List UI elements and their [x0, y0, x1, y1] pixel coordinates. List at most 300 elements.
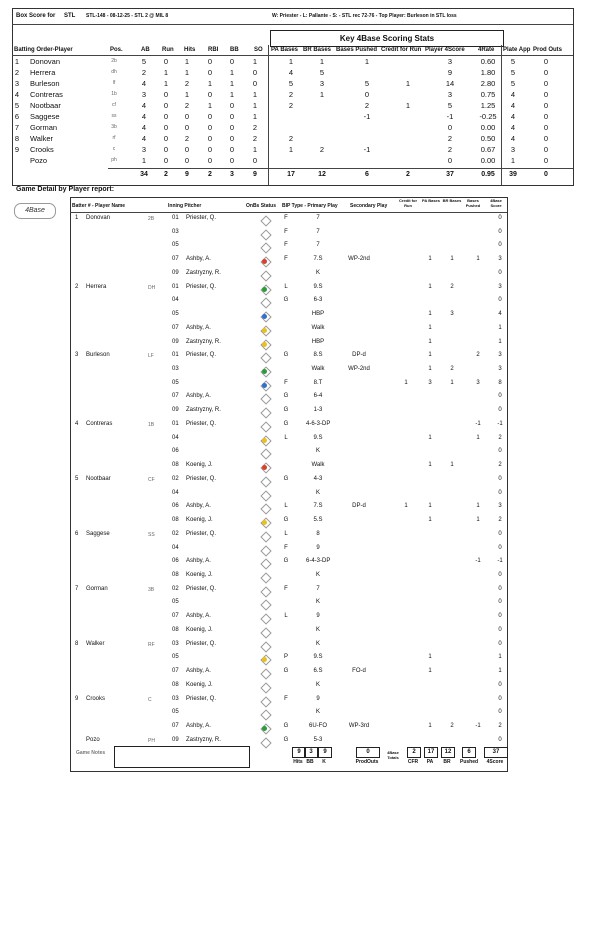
detail-cell-pa: 1	[428, 668, 432, 675]
detail-cell-pitcher: Zastryzny, R.	[186, 736, 221, 743]
footer-label-cfr: CFR	[407, 759, 419, 765]
detail-cell-play: 5.S	[313, 517, 323, 524]
batting-cell-rate: 1.25	[480, 101, 496, 110]
batting-cell-app: 4	[510, 90, 516, 99]
batting-cell-ab: 1	[141, 156, 147, 165]
detail-cell-sc: 0	[498, 489, 502, 496]
detail-cell-inn: 04	[172, 434, 179, 441]
total-so: 9	[253, 171, 257, 178]
detail-cell-play: K	[315, 571, 320, 578]
batting-cell-n: 2	[14, 68, 20, 77]
detail-cell-br: 1	[450, 379, 454, 386]
detail-cell-inn: 03	[172, 695, 179, 702]
batting-cell-n: 7	[14, 123, 20, 132]
detail-header-pa: PA Bases	[421, 198, 440, 203]
batting-cell-bb: 0	[229, 134, 235, 143]
batting-header: BB	[230, 47, 239, 53]
detail-cell-inn: 04	[172, 489, 179, 496]
batting-cell-pos: 3b	[111, 124, 117, 130]
detail-header-secondary: Secondary Play	[350, 203, 388, 209]
batting-cell-so: 0	[252, 156, 258, 165]
footer-label-br: BR	[443, 759, 451, 765]
detail-cell-pos: PH	[148, 737, 155, 744]
detail-cell-play: K	[315, 269, 320, 276]
batting-cell-po: 0	[543, 79, 549, 88]
detail-cell-sc: 3	[498, 366, 502, 373]
batting-cell-ab: 4	[141, 112, 147, 121]
batting-cell-br: 3	[319, 79, 325, 88]
onbase-marker	[262, 328, 267, 333]
batting-cell-pos: c	[112, 146, 116, 152]
batting-cell-po: 0	[543, 90, 549, 99]
detail-cell-br: 1	[450, 462, 454, 469]
batting-cell-h: 2	[184, 101, 190, 110]
footer-value-prodouts: 0	[356, 747, 380, 758]
detail-cell-pitcher: Priester, Q.	[186, 283, 217, 290]
footer-label-pushed: Pushed	[460, 759, 479, 765]
batting-header: AB	[141, 47, 150, 53]
detail-cell-pitcher: Ashby, A.	[186, 613, 211, 620]
detail-cell-bip: G	[283, 420, 289, 427]
batting-cell-app: 4	[510, 112, 516, 121]
batting-cell-bb: 1	[229, 79, 235, 88]
batting-header: Plate App	[503, 47, 531, 53]
detail-cell-play: 7	[316, 242, 320, 249]
detail-cell-pitcher: Koenig, J.	[186, 517, 213, 524]
detail-cell-sec: DP-d	[352, 503, 366, 510]
game-notes-box	[114, 746, 250, 768]
batting-cell-po: 0	[543, 101, 549, 110]
game-info: STL-148 - 08-12-25 - STL 2 @ MIL 8	[86, 13, 169, 19]
batting-cell-score: 3	[447, 90, 453, 99]
detail-cell-inn: 05	[172, 311, 179, 318]
detail-cell-name: Crooks	[86, 695, 106, 702]
detail-cell-sc: 8	[498, 379, 502, 386]
batting-cell-rate: 0.60	[480, 57, 496, 66]
batting-cell-so: 1	[252, 90, 258, 99]
detail-cell-br: 1	[450, 256, 454, 263]
detail-cell-bn: 8	[75, 640, 79, 647]
detail-cell-inn: 05	[172, 709, 179, 716]
detail-cell-sc: 0	[498, 736, 502, 743]
batting-cell-po: 0	[543, 145, 549, 154]
footer-label-totals: 4Base Totals	[387, 750, 399, 760]
detail-cell-bp: -1	[475, 420, 481, 427]
batting-cell-pa: 2	[288, 134, 294, 143]
detail-cell-pitcher: Priester, Q.	[186, 695, 217, 702]
detail-cell-play: HBP	[311, 338, 325, 345]
detail-cell-bip: F	[284, 256, 288, 263]
detail-cell-pitcher: Zastryzny, R.	[186, 269, 221, 276]
batting-cell-br: 5	[319, 68, 325, 77]
batting-cell-app: 4	[510, 101, 516, 110]
detail-cell-sc: 3	[498, 256, 502, 263]
total-pa: 17	[287, 171, 295, 178]
batting-cell-score: 0	[447, 123, 453, 132]
batting-cell-r: 1	[163, 79, 169, 88]
detail-cell-pos: SS	[148, 531, 155, 538]
detail-cell-pa: 1	[428, 352, 432, 359]
batting-header: SO	[254, 47, 263, 53]
detail-cell-inn: 02	[172, 530, 179, 537]
box-score-label: Box Score for	[16, 13, 56, 19]
batting-cell-n: 8	[14, 134, 20, 143]
detail-cell-bip: G	[283, 407, 289, 414]
detail-cell-bip: G	[283, 736, 289, 743]
detail-cell-sc: 3	[498, 352, 502, 359]
detail-cell-name: Pozo	[86, 736, 100, 743]
detail-cell-pitcher: Koenig, J.	[186, 462, 213, 469]
detail-cell-pitcher: Priester, Q.	[186, 585, 217, 592]
batting-header: PA Bases	[271, 47, 299, 53]
detail-cell-bip: G	[283, 393, 289, 400]
detail-cell-bip: G	[283, 558, 289, 565]
footer-label-hits: Hits	[293, 759, 303, 765]
batting-cell-bp: 1	[364, 57, 370, 66]
total-cfr: 2	[406, 171, 410, 178]
batting-cell-bp: 5	[364, 79, 370, 88]
batting-cell-ab: 2	[141, 68, 147, 77]
detail-cell-pa: 1	[428, 654, 432, 661]
batting-cell-pos: 1b	[111, 91, 117, 97]
detail-cell-play: K	[315, 448, 320, 455]
detail-cell-cfr: 1	[404, 503, 408, 510]
detail-cell-play: 7	[316, 228, 320, 235]
batting-header: Bases Pushed	[336, 47, 378, 53]
batting-cell-po: 0	[543, 156, 549, 165]
batting-cell-h: 1	[184, 90, 190, 99]
batting-cell-bb: 0	[229, 101, 235, 110]
detail-cell-sec: WP-3rd	[348, 723, 370, 729]
detail-cell-sc: 0	[498, 530, 502, 537]
detail-cell-play: 4-3	[313, 475, 323, 482]
batting-cell-h: 0	[184, 123, 190, 132]
detail-cell-sc: 1	[498, 324, 502, 331]
detail-cell-inn: 07	[172, 668, 179, 675]
batting-header: Credit for Run	[381, 47, 422, 53]
detail-cell-sc: 0	[498, 571, 502, 578]
detail-cell-bip: F	[284, 242, 288, 249]
onbase-marker	[262, 369, 267, 374]
onbase-marker	[262, 342, 267, 347]
detail-cell-inn: 04	[172, 544, 179, 551]
batting-cell-n: 6	[14, 112, 20, 121]
detail-cell-bip: G	[283, 723, 289, 729]
batting-cell-score: 3	[447, 57, 453, 66]
batting-cell-bb: 0	[229, 145, 235, 154]
result-info: W: Priester - L: Pallante - S: - STL rec 72-76 - Top Player: Burleson in STL loss	[272, 13, 457, 19]
total-br: 12	[318, 171, 326, 178]
total-bp: 6	[365, 171, 369, 178]
detail-cell-inn: 04	[172, 297, 179, 304]
team-name: STL	[64, 13, 76, 19]
detail-cell-bip: G	[283, 475, 289, 482]
batting-cell-rbi: 0	[207, 145, 213, 154]
detail-header-inning: Inning Pitcher	[168, 203, 202, 209]
batting-cell-pos: ss	[111, 113, 117, 119]
4base-logo: 4Base	[14, 203, 56, 219]
detail-cell-br: 3	[450, 311, 454, 318]
batting-cell-rbi: 0	[207, 134, 213, 143]
detail-cell-sc: 0	[498, 599, 502, 606]
footer-value-k: 9	[318, 747, 332, 758]
detail-cell-sc: 3	[498, 503, 502, 510]
batting-cell-ab: 4	[141, 134, 147, 143]
detail-cell-play: 1-3	[313, 407, 323, 414]
detail-cell-pitcher: Ashby, A.	[186, 558, 211, 565]
detail-cell-play: 6-4-3-DP	[306, 558, 331, 565]
detail-cell-bp: 3	[476, 379, 480, 386]
detail-cell-inn: 08	[172, 681, 179, 688]
detail-cell-br: 2	[450, 366, 454, 373]
batting-cell-bb: 0	[229, 112, 235, 121]
batting-cell-po: 0	[543, 112, 549, 121]
batting-header: Hits	[184, 47, 196, 53]
detail-cell-play: K	[315, 709, 320, 716]
batting-cell-bp: -1	[363, 112, 371, 121]
batting-header: Run	[162, 47, 174, 53]
detail-cell-pa: 1	[428, 366, 432, 373]
detail-cell-inn: 06	[172, 558, 179, 565]
batting-cell-rbi: 0	[207, 123, 213, 132]
detail-cell-bip: F	[284, 695, 288, 702]
batting-cell-ab: 5	[141, 57, 147, 66]
batting-cell-br: 1	[319, 90, 325, 99]
detail-cell-bn: 5	[75, 475, 79, 482]
total-bb: 3	[230, 171, 234, 178]
batting-cell-so: 2	[252, 134, 258, 143]
batting-cell-score: 14	[445, 79, 455, 88]
detail-header-score: 4Base Score	[490, 198, 502, 208]
detail-cell-sc: 1	[498, 654, 502, 661]
batting-cell-name: Nootbaar	[30, 101, 61, 110]
detail-cell-bip: G	[283, 668, 289, 675]
batting-cell-r: 0	[163, 145, 169, 154]
batting-cell-pos: ph	[111, 157, 117, 163]
batting-cell-h: 1	[184, 68, 190, 77]
detail-cell-sc: 0	[498, 626, 502, 633]
detail-cell-bip: G	[283, 352, 289, 359]
batting-cell-r: 0	[163, 156, 169, 165]
batting-cell-rate: 2.80	[480, 79, 496, 88]
detail-cell-inn: 09	[172, 407, 179, 414]
detail-cell-inn: 06	[172, 503, 179, 510]
detail-cell-inn: 03	[172, 366, 179, 373]
detail-cell-br: 2	[450, 723, 454, 729]
detail-cell-pa: 1	[428, 434, 432, 441]
footer-label-prodouts: ProdOuts	[355, 759, 379, 765]
detail-cell-bip: L	[284, 503, 288, 510]
detail-cell-sc: 2	[498, 517, 502, 524]
batting-cell-name: Walker	[30, 134, 54, 143]
detail-cell-bn: 9	[75, 695, 79, 702]
key-stats-title: Key 4Base Scoring Stats	[270, 30, 504, 47]
total-rate: 0.95	[481, 171, 495, 178]
detail-cell-sc: 0	[498, 393, 502, 400]
batting-cell-name: Donovan	[30, 57, 61, 66]
detail-cell-pos: LF	[148, 353, 154, 360]
batting-cell-bb: 1	[229, 68, 235, 77]
detail-cell-sc: 0	[498, 297, 502, 304]
detail-cell-bn: 2	[75, 283, 79, 290]
batting-cell-name: Burleson	[30, 79, 60, 88]
batting-cell-so: 0	[252, 68, 258, 77]
detail-cell-inn: 06	[172, 448, 179, 455]
detail-cell-play: 5-3	[313, 736, 323, 743]
detail-cell-name: Saggese	[86, 530, 110, 537]
detail-cell-inn: 01	[172, 215, 179, 221]
detail-cell-sc: 0	[498, 640, 502, 647]
detail-cell-sec: DP-d	[352, 352, 366, 359]
batting-cell-so: 1	[252, 145, 258, 154]
batting-cell-pa: 4	[288, 68, 294, 77]
detail-cell-pa: 1	[428, 462, 432, 469]
detail-cell-pitcher: Ashby, A.	[186, 256, 211, 263]
detail-cell-pos: 3B	[148, 586, 155, 593]
batting-cell-po: 0	[543, 57, 549, 66]
detail-cell-inn: 08	[172, 517, 179, 524]
detail-cell-name: Gorman	[86, 585, 108, 592]
detail-cell-pitcher: Ashby, A.	[186, 393, 211, 400]
detail-cell-inn: 07	[172, 723, 179, 729]
detail-cell-pitcher: Priester, Q.	[186, 215, 217, 221]
batting-cell-rate: 0.00	[480, 156, 496, 165]
detail-cell-sc: 3	[498, 283, 502, 290]
batting-cell-rate: 0.67	[480, 145, 496, 154]
batting-cell-pos: 2b	[111, 58, 117, 64]
detail-cell-cfr: 1	[404, 379, 408, 386]
detail-cell-inn: 07	[172, 256, 179, 263]
detail-cell-pitcher: Priester, Q.	[186, 420, 217, 427]
detail-cell-inn: 01	[172, 420, 179, 427]
total-app: 39	[509, 171, 517, 178]
batting-cell-rbi: 0	[207, 156, 213, 165]
batting-cell-name: Contreras	[30, 90, 63, 99]
batting-cell-pa: 2	[288, 90, 294, 99]
detail-title: Game Detail by Player report:	[16, 186, 115, 193]
batting-cell-app: 3	[510, 145, 516, 154]
batting-cell-n: 3	[14, 79, 20, 88]
detail-cell-sec: WP-2nd	[348, 366, 370, 373]
total-h: 9	[185, 171, 189, 178]
batting-cell-rate: 0.00	[480, 123, 496, 132]
detail-cell-inn: 09	[172, 269, 179, 276]
total-rbi: 2	[208, 171, 212, 178]
footer-value-pushed: 6	[462, 747, 476, 758]
detail-header-bip: BIP Type - Primary Play	[282, 203, 338, 209]
detail-cell-bn: 4	[75, 420, 79, 427]
detail-cell-sc: -1	[497, 558, 503, 565]
detail-cell-bip: F	[284, 544, 288, 551]
detail-cell-name: Donovan	[86, 215, 111, 221]
detail-cell-sc: 0	[498, 228, 502, 235]
batting-cell-po: 0	[543, 68, 549, 77]
batting-cell-br: 2	[319, 145, 325, 154]
detail-cell-play: Walk	[311, 366, 325, 373]
detail-cell-play: HBP	[311, 311, 325, 318]
detail-cell-pa: 1	[428, 517, 432, 524]
batting-cell-pa: 5	[288, 79, 294, 88]
batting-cell-bb: 0	[229, 57, 235, 66]
detail-cell-bp: 1	[476, 517, 480, 524]
batting-cell-h: 1	[184, 57, 190, 66]
onbase-marker	[262, 287, 267, 292]
detail-cell-sc: 0	[498, 709, 502, 716]
detail-cell-inn: 05	[172, 242, 179, 249]
detail-cell-sc: 2	[498, 462, 502, 469]
detail-cell-play: K	[315, 489, 320, 496]
detail-cell-play: 6-3	[313, 297, 323, 304]
detail-cell-pa: 3	[428, 379, 432, 386]
detail-cell-pitcher: Priester, Q.	[186, 352, 217, 359]
detail-cell-bip: F	[284, 379, 288, 386]
detail-cell-play: 9.S	[313, 434, 323, 441]
detail-cell-play: 8	[316, 530, 320, 537]
footer-label-score: 4Score	[486, 759, 504, 765]
detail-cell-pitcher: Ashby, A.	[186, 668, 211, 675]
batting-header: Batting Order-Player	[14, 47, 73, 53]
batting-cell-score: 0	[447, 156, 453, 165]
batting-cell-app: 4	[510, 123, 516, 132]
detail-cell-inn: 09	[172, 736, 179, 743]
detail-cell-name: Walker	[86, 640, 105, 647]
detail-header-br: BR Bases	[442, 198, 462, 203]
detail-cell-pa: 1	[428, 256, 432, 263]
detail-cell-inn: 07	[172, 324, 179, 331]
batting-cell-n: 9	[14, 145, 20, 154]
batting-header: Prod Outs	[533, 47, 563, 53]
detail-cell-sc: 0	[498, 544, 502, 551]
batting-cell-r: 0	[163, 57, 169, 66]
detail-cell-pitcher: Priester, Q.	[186, 475, 217, 482]
detail-cell-inn: 05	[172, 379, 179, 386]
batting-cell-rbi: 0	[207, 90, 213, 99]
detail-cell-sec: WP-2nd	[348, 256, 370, 263]
batting-cell-br: 1	[319, 57, 325, 66]
total-score: 37	[446, 171, 454, 178]
batting-cell-bb: 1	[229, 90, 235, 99]
detail-cell-inn: 03	[172, 640, 179, 647]
footer-value-bb: 3	[304, 747, 318, 758]
batting-cell-so: 1	[252, 57, 258, 66]
detail-cell-sc: 0	[498, 695, 502, 702]
detail-cell-sc: 0	[498, 269, 502, 276]
detail-cell-sc: 0	[498, 475, 502, 482]
batting-cell-ab: 4	[141, 101, 147, 110]
detail-cell-inn: 08	[172, 626, 179, 633]
batting-cell-app: 5	[510, 57, 516, 66]
batting-cell-r: 0	[163, 101, 169, 110]
total-r: 2	[164, 171, 168, 178]
detail-cell-play: 9	[316, 613, 320, 620]
detail-cell-sc: 0	[498, 215, 502, 221]
batting-cell-ab: 4	[141, 79, 147, 88]
batting-cell-bb: 0	[229, 123, 235, 132]
detail-cell-inn: 02	[172, 475, 179, 482]
detail-cell-pitcher: Koenig, J.	[186, 571, 213, 578]
detail-cell-bp: 2	[476, 352, 480, 359]
detail-cell-inn: 05	[172, 599, 179, 606]
detail-cell-pitcher: Priester, Q.	[186, 530, 217, 537]
batting-cell-name: Gorman	[30, 123, 58, 132]
batting-cell-rate: 0.50	[480, 134, 496, 143]
detail-cell-pa: 1	[428, 283, 432, 290]
detail-cell-pitcher: Zastryzny, R.	[186, 338, 221, 345]
batting-cell-rbi: 0	[207, 57, 213, 66]
detail-cell-sc: 2	[498, 434, 502, 441]
detail-cell-play: 9.S	[313, 654, 323, 661]
detail-cell-sc: 0	[498, 242, 502, 249]
